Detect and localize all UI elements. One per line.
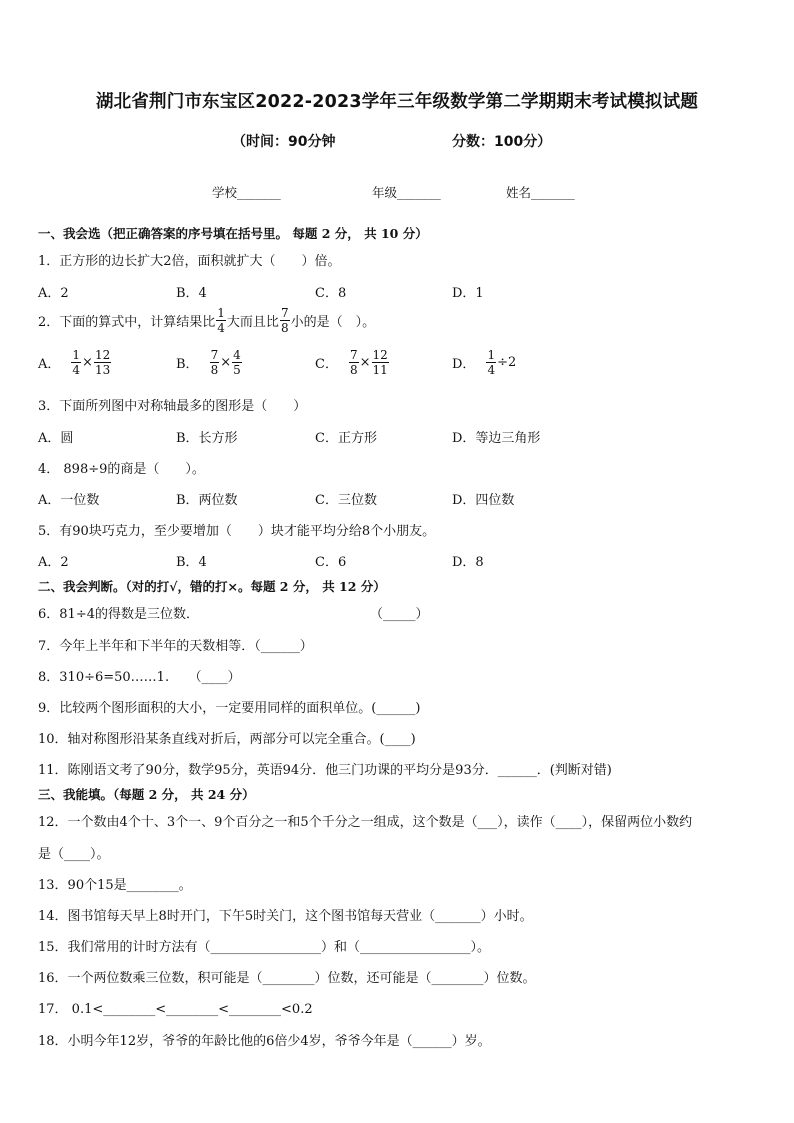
question-12: 12．一个数由4个十、3个一、9个百分之一和5个千分之一组成，这个数是（___），读作（____），保留两位小数约 [38,815,693,830]
question-15: 15．我们常用的计时方法有（_________________）和（_________________）。 [38,940,491,955]
question-3: 3．下面所列图中对称轴最多的图形是（ ） [38,399,307,414]
question-7: 7．今年上半年和下半年的天数相等．（______） [38,639,313,654]
q2-fraction-1: $\frac{1}{4}$ [217,306,225,335]
q4-option-b: B．两位数 [176,493,238,508]
q5-option-c: C．6 [315,555,347,570]
q1-option-d: D．1 [452,286,484,301]
question-13: 13．90个15是________。 [38,878,192,893]
q1-option-a: A．2 [38,286,69,301]
q5-option-b: B．4 [176,555,207,570]
question-18: 18．小明今年12岁，爷爷的年龄比他的6倍少4岁，爷爷今年是（______）岁。 [38,1034,491,1049]
question-6: 6．81÷4的得数是三位数． [38,607,199,622]
q2-text-pre: 2．下面的算式中，计算结果比 [38,315,216,330]
question-14: 14．图书馆每天早上8时开门，下午5时关门，这个图书馆每天营业（_______）小时。 [38,909,533,924]
section2-heading: 二、我会判断。（对的打√，错的打×。每题 2 分， 共 12 分） [38,579,386,594]
time-info: （时间：90分钟 [232,134,336,150]
q4-option-d: D．四位数 [452,493,515,508]
question-8: 8．310÷6=50……1. （____） [38,670,241,685]
q3-option-b: B．长方形 [176,431,238,446]
question-5: 5．有90块巧克力，至少要增加（ ）块才能平均分给8个小朋友。 [38,524,436,539]
section3-heading: 三、我能填。（每题 2 分， 共 24 分） [38,787,255,802]
q4-option-c: C．三位数 [315,493,377,508]
q2-text-post: 小的是（ ）。 [290,315,376,330]
q2-option-d: D． $\frac{1}{4}$ ÷2 [452,348,517,377]
question-12-continued: 是（____）。 [38,847,110,862]
q2-option-a: A． $\frac{1}{4}$ × $\frac{12}{13}$ [38,348,111,377]
question-2 [38,306,375,335]
question-11: 11．陈刚语文考了90分，数学95分，英语94分．他三门功课的平均分是93分．______．(判断对错) [38,763,612,778]
question-6-blank: （_____） [370,607,429,622]
q3-option-d: D．等边三角形 [452,431,541,446]
question-4: 4． 898÷9的商是（ ）。 [38,462,205,477]
page-title: 湖北省荆门市东宝区2022-2023学年三年级数学第二学期期末考试模拟试题 [95,92,699,112]
question-10: 10．轴对称图形沿某条直线对折后，两部分可以完全重合。(____) [38,732,416,747]
question-9: 9．比较两个图形面积的大小，一定要用同样的面积单位。(______) [38,701,421,716]
q1-option-c: C．8 [315,286,347,301]
section1-heading: 一、我会选（把正确答案的序号填在括号里。 每题 2 分， 共 10 分） [38,226,428,241]
q1-option-b: B．4 [176,286,207,301]
q2-option-c: C． $\frac{7}{8}$ × $\frac{12}{11}$ [315,348,388,377]
name-field: 姓名_______ [506,185,575,200]
q5-option-a: A．2 [38,555,69,570]
q2-text-mid: 大而且比 [226,315,279,330]
q2-option-b: B． $\frac{7}{8}$ × $\frac{4}{5}$ [176,348,241,377]
score-info: 分数：100分） [452,134,552,150]
q4-option-a: A．一位数 [38,493,100,508]
question-1: 1．正方形的边长扩大2倍，面积就扩大（ ）倍。 [38,254,341,269]
q3-option-c: C．正方形 [315,431,377,446]
question-16: 16．一个两位数乘三位数，积可能是（________）位数，还可能是（________）位数。 [38,971,536,986]
grade-field: 年级_______ [372,185,441,200]
question-17: 17． 0.1<________<________<________<0.2 [38,1002,313,1017]
q2-fraction-2: $\frac{7}{8}$ [280,306,289,335]
q5-option-d: D．8 [452,555,484,570]
school-field: 学校_______ [212,185,281,200]
q3-option-a: A．圆 [38,431,74,446]
